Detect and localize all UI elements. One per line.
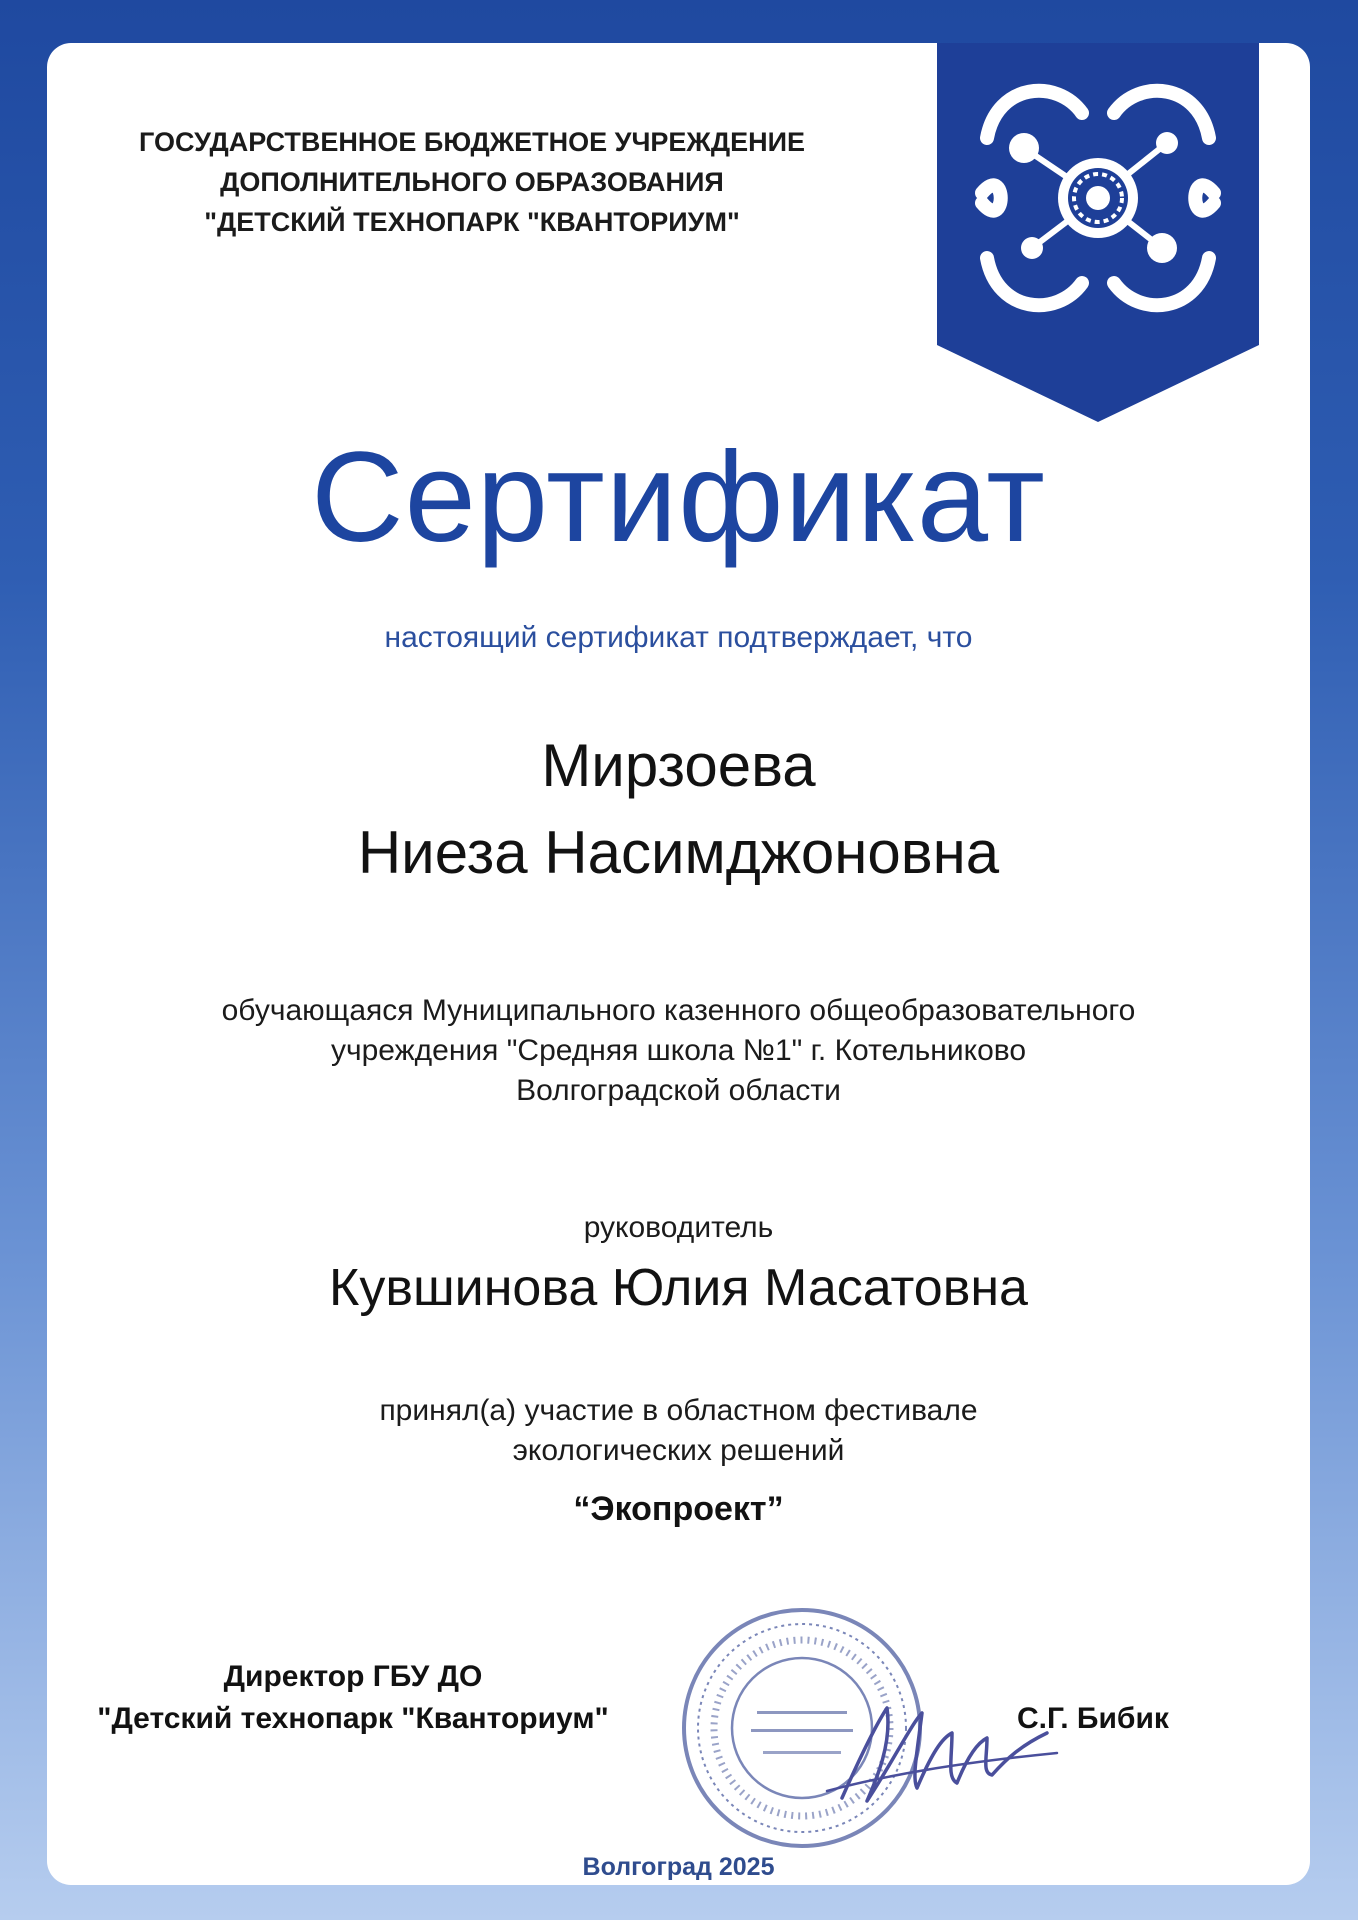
organization-line: ГОСУДАРСТВЕННОЕ БЮДЖЕТНОЕ УЧРЕЖДЕНИЕ [139,127,805,157]
signer-position-line: "Детский технопарк "Кванториум" [97,1702,609,1735]
signer-name: С.Г. Бибик [1017,1702,1169,1735]
supervisor-name: Кувшинова Юлия Масатовна [329,1259,1028,1317]
organization-line: "ДЕТСКИЙ ТЕХНОПАРК "КВАНТОРИУМ" [204,207,740,237]
kvantorium-logo-icon [937,43,1259,422]
participation-line: экологических решений [512,1434,845,1467]
organization-name [107,122,837,242]
recipient-school [47,991,1310,1111]
school-line: учреждения "Средняя школа №1" г. Котельниково [330,1034,1027,1067]
supervisor-role-label: руководитель [583,1211,774,1244]
certificate-title: Сертификат [311,426,1046,569]
school-line: Волгоградской области [516,1074,841,1107]
certificate-subtitle: настоящий сертификат подтверждает, что [384,621,973,654]
signer-position [83,1656,623,1740]
school-line: обучающаяся Муниципального казенного общеобразовательного [221,994,1136,1027]
certificate-sheet [47,43,1310,1885]
recipient-given-names: Ниеза Насимджоновна [357,819,1000,886]
organization-line: ДОПОЛНИТЕЛЬНОГО ОБРАЗОВАНИЯ [220,167,724,197]
signer-position-line: Директор ГБУ ДО [223,1660,483,1693]
recipient-surname: Мирзоева [541,732,816,799]
participation-line: принял(а) участие в областном фестивале [379,1394,978,1427]
participation-text [47,1391,1310,1471]
footer-place-year: Волгоград 2025 [582,1853,775,1881]
event-name: “Экопроект” [573,1490,784,1528]
